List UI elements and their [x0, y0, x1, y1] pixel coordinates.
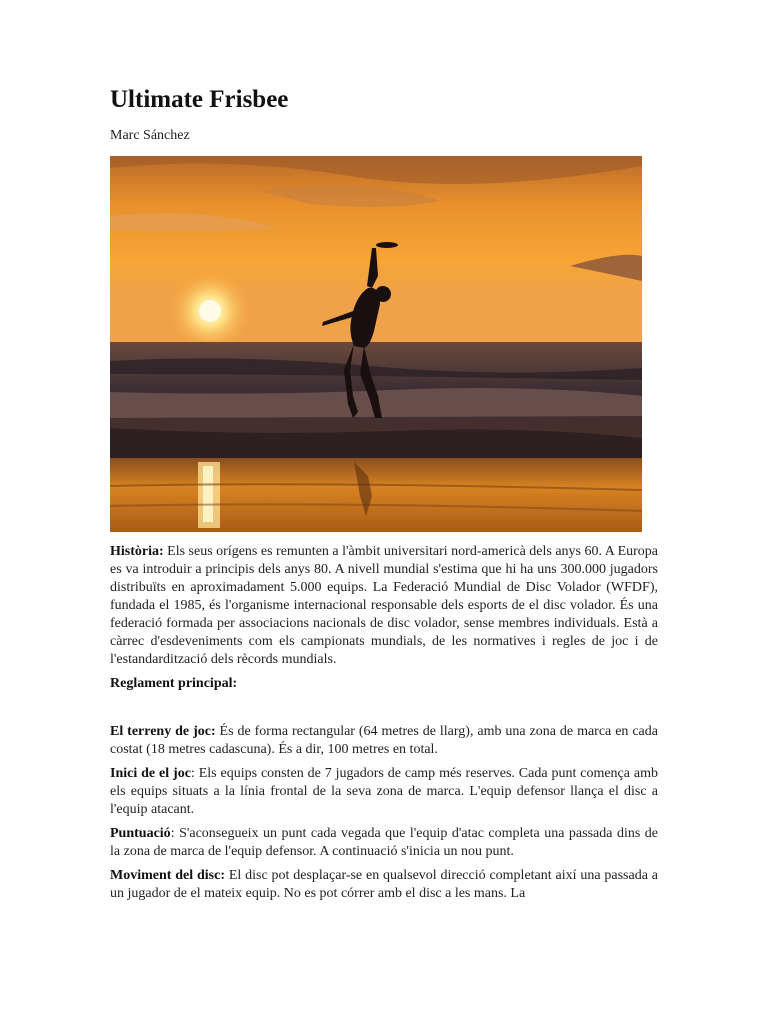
document-author: Marc Sánchez [110, 128, 190, 143]
section-label: Reglament principal: [110, 676, 238, 691]
section-label: El terreny de joc: [110, 724, 216, 739]
section-text: : S'aconsegueix un punt cada vegada que l'equip d'atac completa una passada dins de la zona de marca de l'equip defensor. A continuació s'inicia un nou punt. [110, 826, 658, 859]
frisbee-silhouette-sunset-image [110, 156, 642, 532]
body-text [110, 543, 658, 909]
document-title: Ultimate Frisbee [110, 86, 289, 113]
section-moviment [110, 867, 658, 903]
section-reglament [110, 675, 658, 693]
section-label: Puntuació [110, 826, 171, 841]
section-terreny [110, 723, 658, 759]
section-text: Els seus orígens es remunten a l'àmbit universitari nord-americà dels anys 60. A Europa es va introduir a principis dels anys 80. A nivell mundial s'estima que hi ha uns 300.000 jugadors distribuïts en aproximadament 5.000 equips. La Federació Mundial de Disc Volador (WFDF), fundada el 1985, és l'organisme internacional responsable dels esports de el disc volador. És una federació formada per associacions nacionals de disc volador, sense membres individuals. Està a càrrec d'esdeveniments com els campionats mundials, de les normatives i regles de joc i de l'estandardització dels rècords mundials. [110, 544, 658, 667]
section-inici [110, 765, 658, 819]
section-text: El disc pot desplaçar-se en qualsevol direcció completant així una passada a un jugador de el mateix equip. No es pot córrer amb el disc a les mans. La [110, 868, 658, 901]
section-historia [110, 543, 658, 669]
section-text: És de forma rectangular (64 metres de llarg), amb una zona de marca en cada costat (18 metres cadascuna). És a dir, 100 metres en total. [110, 724, 658, 757]
section-puntuacio [110, 825, 658, 861]
section-label: Història: [110, 544, 164, 559]
section-text: : Els equips consten de 7 jugadors de camp més reserves. Cada punt comença amb els equips situats a la línia frontal de la seva zona de marca. L'equip defensor llança el disc a l'equip atacant. [110, 766, 658, 817]
section-label: Moviment del disc: [110, 868, 225, 883]
section-label: Inici de el joc [110, 766, 191, 781]
